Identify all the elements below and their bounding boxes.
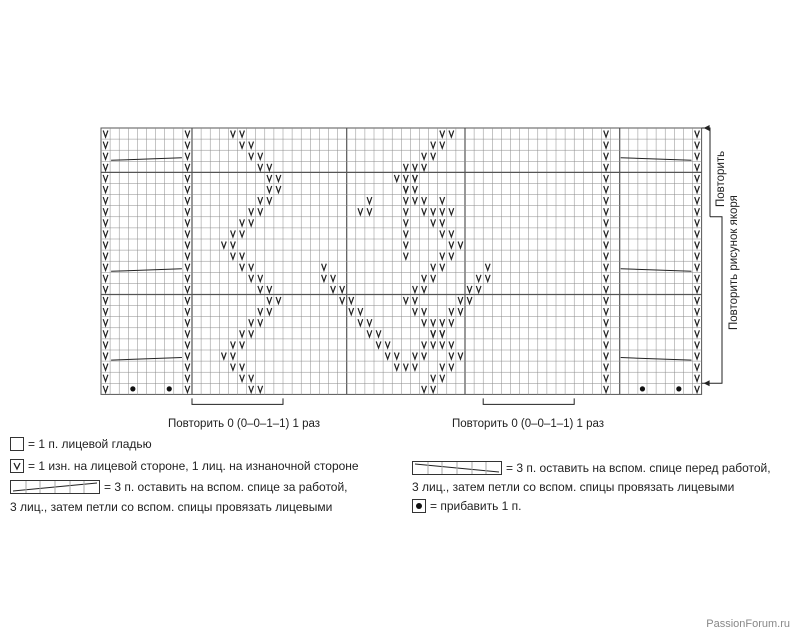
legend-cable-front-text-2: 3 лиц., затем петли со вспом. спицы провязать лицевыми: [412, 480, 735, 494]
increase-mark: [676, 386, 681, 391]
watermark: PassionForum.ru: [706, 618, 790, 630]
repeat-top-label: Повторить: [715, 150, 727, 207]
cable-back-symbol-icon: [10, 480, 100, 494]
repeat-left-label: Повторить 0 (0–0–1–1) 1 раз: [168, 418, 321, 430]
legend-empty: [10, 437, 152, 451]
legend-cable-back-text-2: 3 лиц., затем петли со вспом. спицы провязать лицевыми: [10, 500, 333, 514]
legend-empty-text: = 1 п. лицевой гладью: [28, 437, 152, 451]
legend-cable-back-text-1: = 3 п. оставить на вспом. спице за работой,: [104, 480, 348, 494]
increase-mark: [130, 386, 135, 391]
increase-mark: [640, 386, 645, 391]
legend-cable-front: [412, 461, 771, 475]
arrow-left-icon: [704, 125, 710, 131]
repeat-anchor-bracket: [702, 217, 722, 383]
knit-symbol-icon: [10, 437, 24, 451]
legend-increase: [412, 499, 522, 513]
legend-cable-back: [10, 480, 348, 494]
repeat-right-bracket: [483, 398, 574, 404]
repeat-top-bracket: [702, 128, 710, 217]
legend-purl: [10, 459, 359, 473]
increase-mark: [167, 386, 172, 391]
repeat-anchor-label: Повторить рисунок якоря: [728, 195, 740, 330]
repeat-left-bracket: [192, 398, 283, 404]
increase-symbol-icon: [412, 499, 426, 513]
legend-cable-front-text-1: = 3 п. оставить на вспом. спице перед работой,: [506, 461, 771, 475]
arrow-left-icon: [704, 380, 710, 386]
purl-symbol-icon: [10, 459, 24, 473]
legend-purl-text: = 1 изн. на лицевой стороне, 1 лиц. на изнаночной стороне: [28, 459, 359, 473]
repeat-right-label: Повторить 0 (0–0–1–1) 1 раз: [452, 418, 605, 430]
legend-increase-text: = прибавить 1 п.: [430, 499, 522, 513]
cable-front-symbol-icon: [412, 461, 502, 475]
